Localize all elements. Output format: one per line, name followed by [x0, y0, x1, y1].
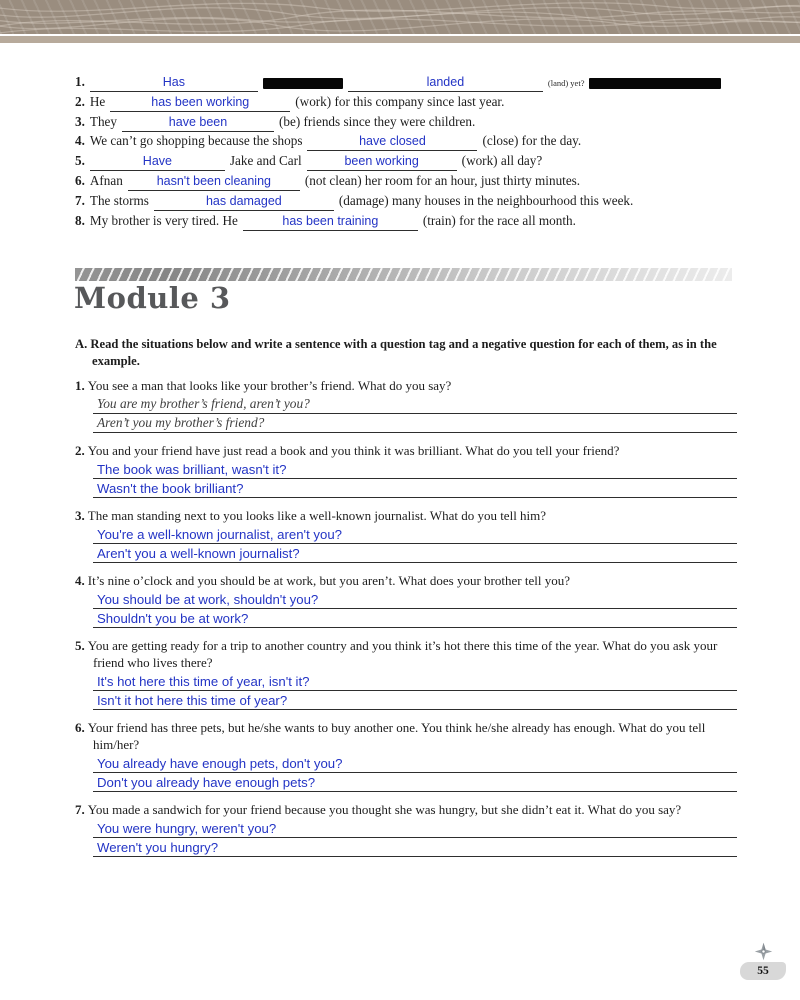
item-number: 6. [75, 172, 85, 188]
handwritten-answer: have closed [359, 134, 426, 149]
item-number: 8. [75, 212, 85, 228]
sentence-text: They [89, 113, 117, 129]
sentence-text: Jake and Carl [229, 153, 302, 169]
prompt-text: The man standing next to you looks like a well-known journalist. What do you tell him? [87, 508, 547, 523]
handwritten-answer: has been training [282, 213, 379, 228]
situation-prompt [75, 442, 737, 459]
fill-line [75, 213, 743, 233]
written-answer: You already have enough pets, don't you? [97, 756, 343, 771]
item-number: 6. [75, 720, 85, 735]
section-label: A. [75, 337, 88, 351]
page-number: 55 [740, 962, 786, 980]
written-answer: You are my brother’s friend, aren’t you? [97, 396, 310, 411]
situation-prompt [75, 377, 737, 394]
written-answer: You should be at work, shouldn't you? [97, 592, 319, 607]
answer-blank[interactable] [90, 74, 258, 92]
situations-list [75, 377, 737, 866]
written-answer: Don't you already have enough pets? [97, 775, 316, 790]
sentence-text: (train) for the race all month. [422, 212, 576, 228]
written-answer: You're a well-known journalist, aren't you? [97, 527, 342, 542]
decorative-header-band [0, 0, 800, 34]
page-footer [740, 942, 786, 980]
item-number: 3. [75, 508, 85, 523]
fill-line [75, 153, 743, 173]
answer-blank[interactable] [348, 74, 543, 92]
answer-blank[interactable] [128, 173, 300, 191]
instruction-text: Read the situations below and write a sentence with a question tag and a negative question for each of them, as in the example. [90, 337, 717, 368]
written-answer: Shouldn't you be at work? [97, 611, 249, 626]
situation-item [75, 719, 737, 792]
handwritten-answer: hasn't been cleaning [156, 173, 271, 188]
answer-line[interactable] [93, 609, 737, 628]
written-answer: You were hungry, weren't you? [97, 821, 277, 836]
answer-line[interactable] [93, 395, 737, 414]
redaction-bar [589, 78, 721, 89]
sentence-text: (close) for the day. [482, 133, 582, 149]
written-answer: Weren't you hungry? [97, 840, 219, 855]
sentence-text: The storms [89, 192, 149, 208]
answer-line[interactable] [93, 691, 737, 710]
fill-line [75, 193, 743, 213]
sentence-text: (be) friends since they were children. [279, 113, 476, 129]
answer-line[interactable] [93, 672, 737, 691]
written-answer: Aren’t you my brother’s friend? [97, 415, 265, 430]
prompt-text: You made a sandwich for your friend because you thought she was hungry, but she didn’t eat it. What do you say? [87, 802, 682, 817]
sentence-text: We can’t go shopping because the shops [89, 133, 303, 149]
fill-line [75, 173, 743, 193]
decorative-header-strip [0, 36, 800, 43]
answer-line[interactable] [93, 590, 737, 609]
item-number: 5. [75, 638, 85, 653]
handwritten-answer: Have [142, 154, 172, 169]
sentence-text: (work) all day? [461, 153, 543, 169]
handwritten-answer: has damaged [205, 193, 282, 208]
item-number: 7. [75, 192, 85, 208]
item-number: 5. [75, 153, 85, 169]
answer-blank[interactable] [307, 153, 457, 171]
fill-line [75, 133, 743, 153]
answer-line[interactable] [93, 838, 737, 857]
written-answer: It's hot here this time of year, isn't it? [97, 674, 310, 689]
answer-blank[interactable] [243, 213, 418, 231]
sentence-text: (not clean) her room for an hour, just thirty minutes. [304, 172, 581, 188]
redaction-bar [263, 78, 343, 89]
situation-prompt [75, 507, 737, 524]
fill-line [75, 74, 743, 94]
fill-line [75, 114, 743, 134]
item-number: 1. [75, 378, 85, 393]
answer-blank[interactable] [154, 193, 334, 211]
sentence-text: (work) for this company since last year. [295, 93, 505, 109]
handwritten-answer: been working [344, 154, 419, 169]
item-number: 4. [75, 133, 85, 149]
item-number: 2. [75, 93, 85, 109]
answer-line[interactable] [93, 819, 737, 838]
written-answer: Wasn't the book brilliant? [97, 481, 244, 496]
situation-item [75, 572, 737, 628]
sentence-text: He [89, 93, 106, 109]
situation-item [75, 377, 737, 433]
prompt-text: You see a man that looks like your brother’s friend. What do you say? [87, 378, 452, 393]
sentence-text: (damage) many houses in the neighbourhood this week. [338, 192, 634, 208]
answer-blank[interactable] [110, 94, 290, 112]
wave-pattern [0, 0, 800, 34]
answer-line[interactable] [93, 525, 737, 544]
handwritten-answer: have been [168, 114, 228, 129]
answer-line[interactable] [93, 544, 737, 563]
section-a-instruction [75, 336, 737, 369]
prompt-text: It’s nine o’clock and you should be at work, but you aren’t. What does your brother tell you? [87, 573, 570, 588]
fill-in-exercise [75, 74, 743, 232]
item-number: 1. [75, 74, 85, 89]
prompt-text: You and your friend have just read a book and you think it was brilliant. What do you tell your friend? [87, 443, 620, 458]
written-answer: Isn't it hot here this time of year? [97, 693, 288, 708]
sentence-text: Afnan [89, 172, 123, 188]
situation-prompt [75, 719, 737, 753]
prompt-text: Your friend has three pets, but he/she wants to buy another one. You think he/she already has enough. What do you tell him/her? [87, 720, 706, 752]
module-divider-band [75, 268, 732, 281]
situation-item [75, 442, 737, 498]
written-answer: Aren't you a well-known journalist? [97, 546, 300, 561]
handwritten-answer: has been working [151, 94, 250, 109]
answer-line[interactable] [93, 414, 737, 433]
situation-prompt [75, 801, 737, 818]
item-number: 7. [75, 802, 85, 817]
answer-line[interactable] [93, 773, 737, 792]
prompt-text: You are getting ready for a trip to another country and you think it’s hot there this time of the year. What do you ask your friend who lives there? [87, 638, 718, 670]
answer-blank[interactable] [90, 153, 225, 171]
answer-blank[interactable] [122, 114, 274, 132]
item-number: 2. [75, 443, 85, 458]
item-number: 3. [75, 113, 85, 129]
sentence-text: (land) yet? [547, 78, 585, 88]
answer-blank[interactable] [307, 133, 477, 151]
answer-line[interactable] [93, 460, 737, 479]
written-answer: The book was brilliant, wasn't it? [97, 462, 287, 477]
situation-item [75, 637, 737, 710]
answer-line[interactable] [93, 754, 737, 773]
compass-icon [754, 942, 773, 961]
module-title: Module 3 [74, 281, 231, 315]
answer-line[interactable] [93, 479, 737, 498]
handwritten-answer: landed [426, 75, 465, 89]
sentence-text: My brother is very tired. He [89, 212, 238, 228]
handwritten-answer: Has [162, 75, 185, 89]
situation-item [75, 801, 737, 857]
item-number: 4. [75, 573, 85, 588]
fill-line [75, 94, 743, 114]
situation-prompt [75, 637, 737, 671]
situation-prompt [75, 572, 737, 589]
situation-item [75, 507, 737, 563]
